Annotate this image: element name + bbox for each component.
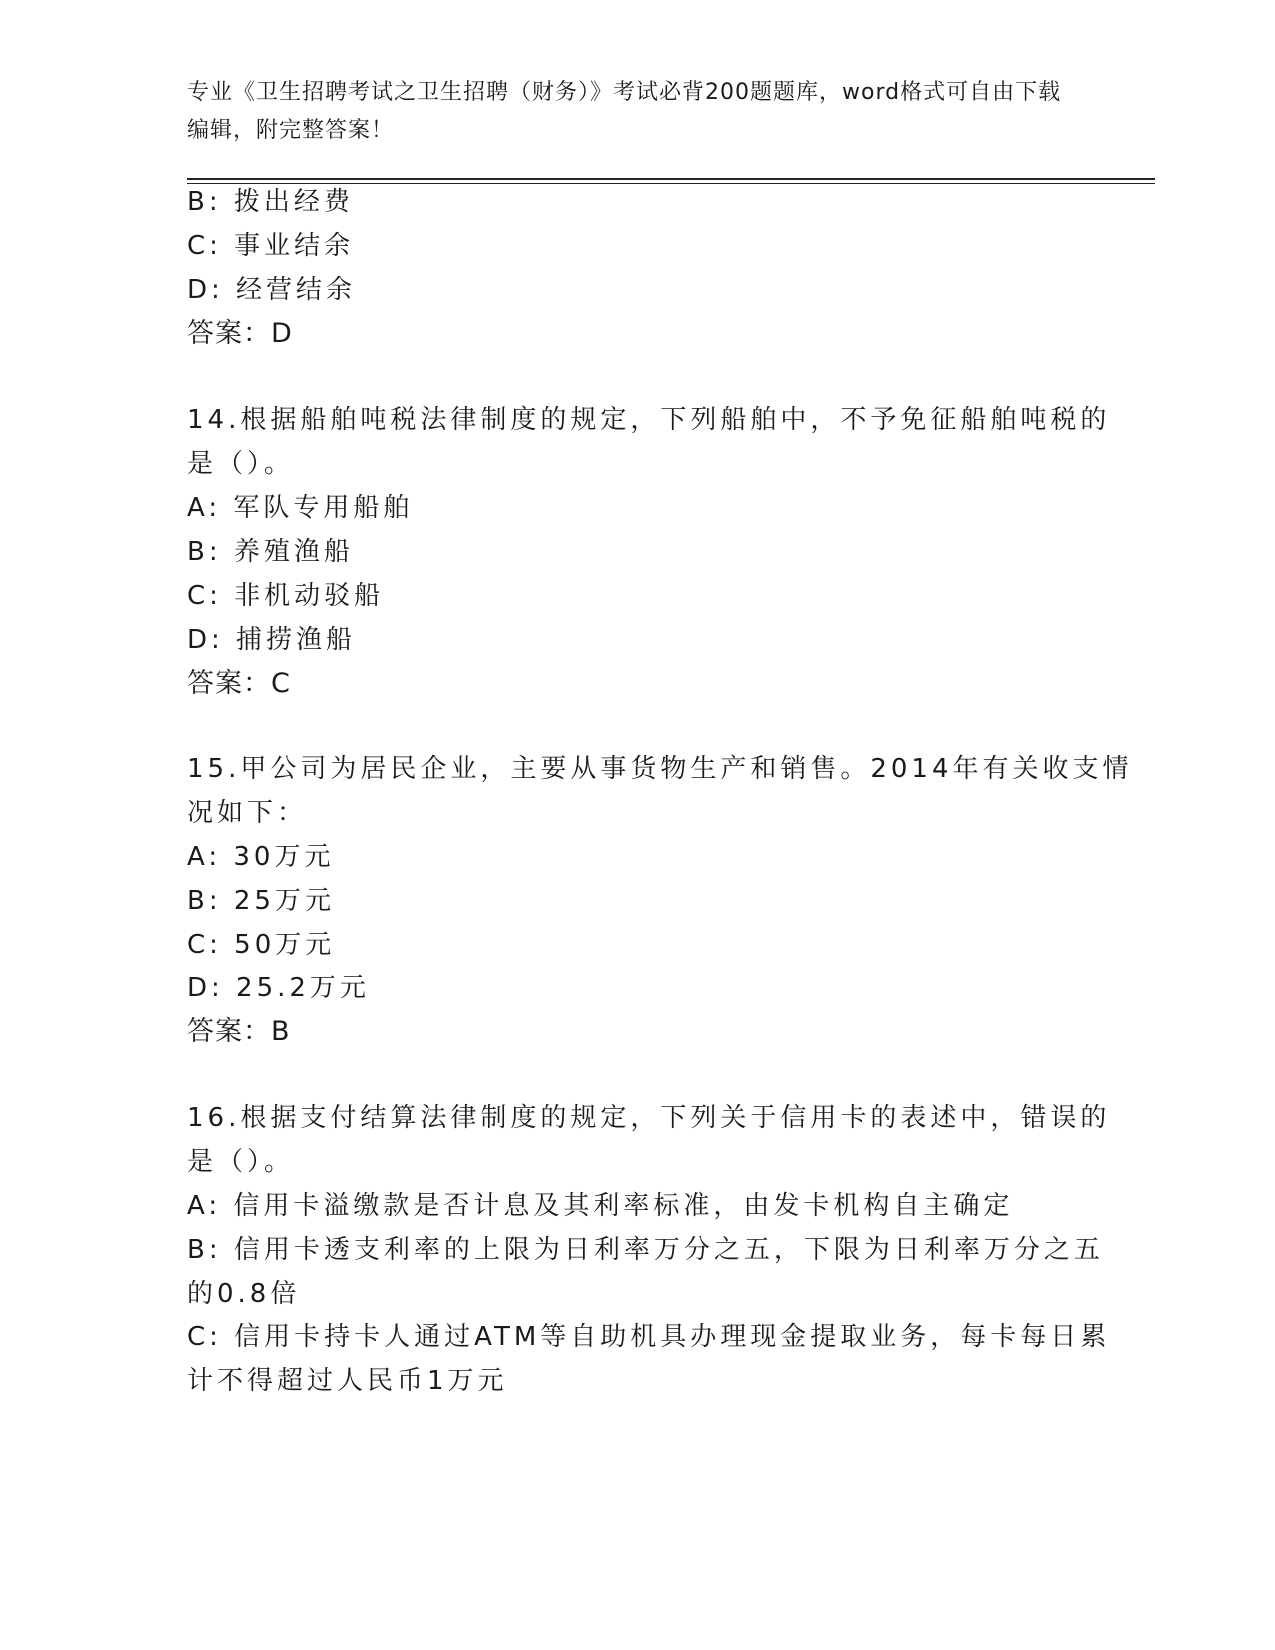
- answer-line: 答案：D: [187, 318, 293, 349]
- option-a: A: 军队专用船舶: [187, 493, 414, 523]
- option-d: D: 捕捞渔船: [187, 625, 357, 655]
- question-stem: 15.甲公司为居民企业，主要从事货物生产和销售。2014年有关收支情: [187, 754, 1133, 784]
- option-c: C: 50万元: [187, 930, 336, 960]
- option-c: C: 非机动驳船: [187, 581, 385, 611]
- option-b: B: 拨出经费: [187, 187, 354, 217]
- document-header: 专业《卫生招聘考试之卫生招聘（财务）》考试必背200题题库，word格式可自由下载编辑，附完整答案！: [187, 80, 1062, 143]
- option-d: D: 经营结余: [187, 275, 357, 305]
- option-b: B: 养殖渔船: [187, 537, 354, 567]
- option-b-continued: 的0.8倍: [187, 1279, 301, 1309]
- header-divider-thin: [187, 183, 1155, 184]
- option-d: D: 25.2万元: [187, 973, 370, 1003]
- option-c: C: 信用卡持卡人通过ATM等自助机具办理现金提取业务，每卡每日累: [187, 1322, 1111, 1352]
- answer-line: 答案：B: [187, 1016, 291, 1047]
- question-stem-continued: 是（）。: [187, 1147, 295, 1177]
- option-a: A: 30万元: [187, 842, 335, 872]
- question-stem: 16.根据支付结算法律制度的规定，下列关于信用卡的表述中，错误的: [187, 1103, 1111, 1133]
- answer-line: 答案：C: [187, 668, 291, 699]
- option-c-continued: 计不得超过人民币1万元: [187, 1366, 508, 1396]
- option-b: B: 25万元: [187, 886, 335, 916]
- question-stem: 14.根据船舶吨税法律制度的规定，下列船舶中，不予免征船舶吨税的: [187, 405, 1111, 435]
- question-stem-continued: 况如下：: [187, 798, 308, 828]
- option-b: B: 信用卡透支利率的上限为日利率万分之五，下限为日利率万分之五: [187, 1235, 1104, 1265]
- option-c: C: 事业结余: [187, 231, 355, 261]
- option-a: A: 信用卡溢缴款是否计息及其利率标准，由发卡机构自主确定: [187, 1191, 1014, 1221]
- header-divider-thick: [187, 178, 1155, 180]
- question-stem-continued: 是（）。: [187, 449, 295, 479]
